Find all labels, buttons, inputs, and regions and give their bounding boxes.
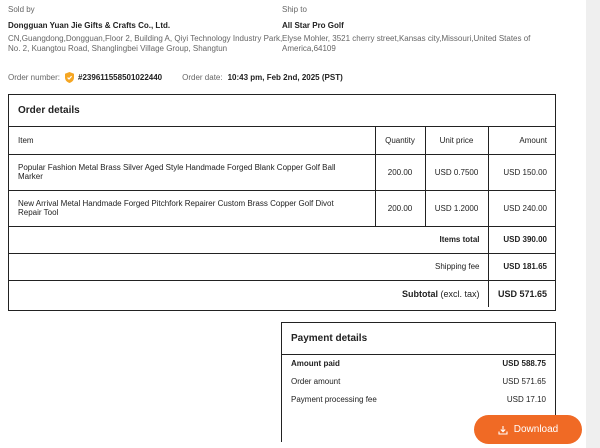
item-quantity: 200.00 (375, 154, 425, 190)
order-details-title: Order details (9, 95, 555, 127)
col-header-unit-price: Unit price (425, 127, 488, 154)
payment-row (282, 373, 555, 391)
shipping-fee-label: Shipping fee (9, 253, 488, 280)
payment-label: Payment processing fee (291, 395, 377, 404)
order-date-label: Order date: (182, 73, 223, 82)
buyer-name: All Star Pro Golf (282, 21, 344, 30)
table-row (9, 190, 555, 226)
subtotal-note: (excl. tax) (440, 288, 480, 299)
order-meta (8, 72, 343, 83)
sold-by-label: Sold by (8, 5, 35, 14)
order-details-card (8, 94, 556, 311)
sold-by-section (8, 4, 284, 54)
payment-details-title: Payment details (282, 323, 555, 355)
download-label: Download (513, 424, 559, 435)
col-header-item: Item (9, 127, 375, 154)
download-icon (498, 425, 508, 435)
background-page-edge (586, 0, 600, 448)
item-name: Popular Fashion Metal Brass Silver Aged Style Handmade Forged Blank Copper Golf Ball Marker (9, 154, 375, 190)
col-header-quantity: Quantity (375, 127, 425, 154)
item-unit-price: USD 1.2000 (425, 190, 488, 226)
items-total-label: Items total (9, 226, 488, 253)
subtotal-label: Subtotal (401, 288, 438, 299)
table-row (9, 154, 555, 190)
order-items-table (9, 127, 555, 307)
payment-value: USD 17.10 (506, 395, 546, 404)
shipping-fee-row (9, 253, 555, 280)
payment-label: Order amount (291, 377, 341, 386)
seller-name: Dongguan Yuan Jie Gifts & Crafts Co., Ltd. (8, 21, 171, 30)
order-number-label: Order number: (8, 73, 61, 82)
order-number: #239611558501022440 (78, 73, 163, 82)
items-total-row (9, 226, 555, 253)
buyer-address: Elyse Mohler, 3521 cherry street,Kansas city,Missouri,United States of America,64109 (282, 34, 531, 53)
subtotal-value: USD 571.65 (488, 280, 555, 307)
payment-value: USD 588.75 (502, 359, 546, 368)
item-quantity: 200.00 (375, 190, 425, 226)
subtotal-row (9, 280, 555, 307)
item-unit-price: USD 0.7500 (425, 154, 488, 190)
ship-to-section (282, 4, 572, 54)
subtotal-label-cell (9, 280, 488, 307)
ship-to-label: Ship to (282, 5, 307, 14)
trade-assurance-shield-icon (65, 72, 74, 83)
items-total-value: USD 390.00 (488, 226, 555, 253)
payment-row (282, 391, 555, 409)
payment-label: Amount paid (291, 359, 340, 368)
item-amount: USD 240.00 (488, 190, 555, 226)
item-name: New Arrival Metal Handmade Forged Pitchfork Repairer Custom Brass Copper Golf Divot Repair Tool (9, 190, 375, 226)
item-amount: USD 150.00 (488, 154, 555, 190)
col-header-amount: Amount (488, 127, 555, 154)
table-header-row (9, 127, 555, 154)
shipping-fee-value: USD 181.65 (488, 253, 555, 280)
payment-row (282, 355, 555, 373)
order-date: 10:43 pm, Feb 2nd, 2025 (PST) (227, 73, 343, 82)
payment-value: USD 571.65 (502, 377, 546, 386)
seller-address: CN,Guangdong,Dongguan,Floor 2, Building A, Qiyi Technology Industry Park, No. 2, Kuangtou Road, Shanglingbei Village Group, Shangtun (8, 34, 283, 53)
download-button[interactable] (474, 415, 582, 444)
